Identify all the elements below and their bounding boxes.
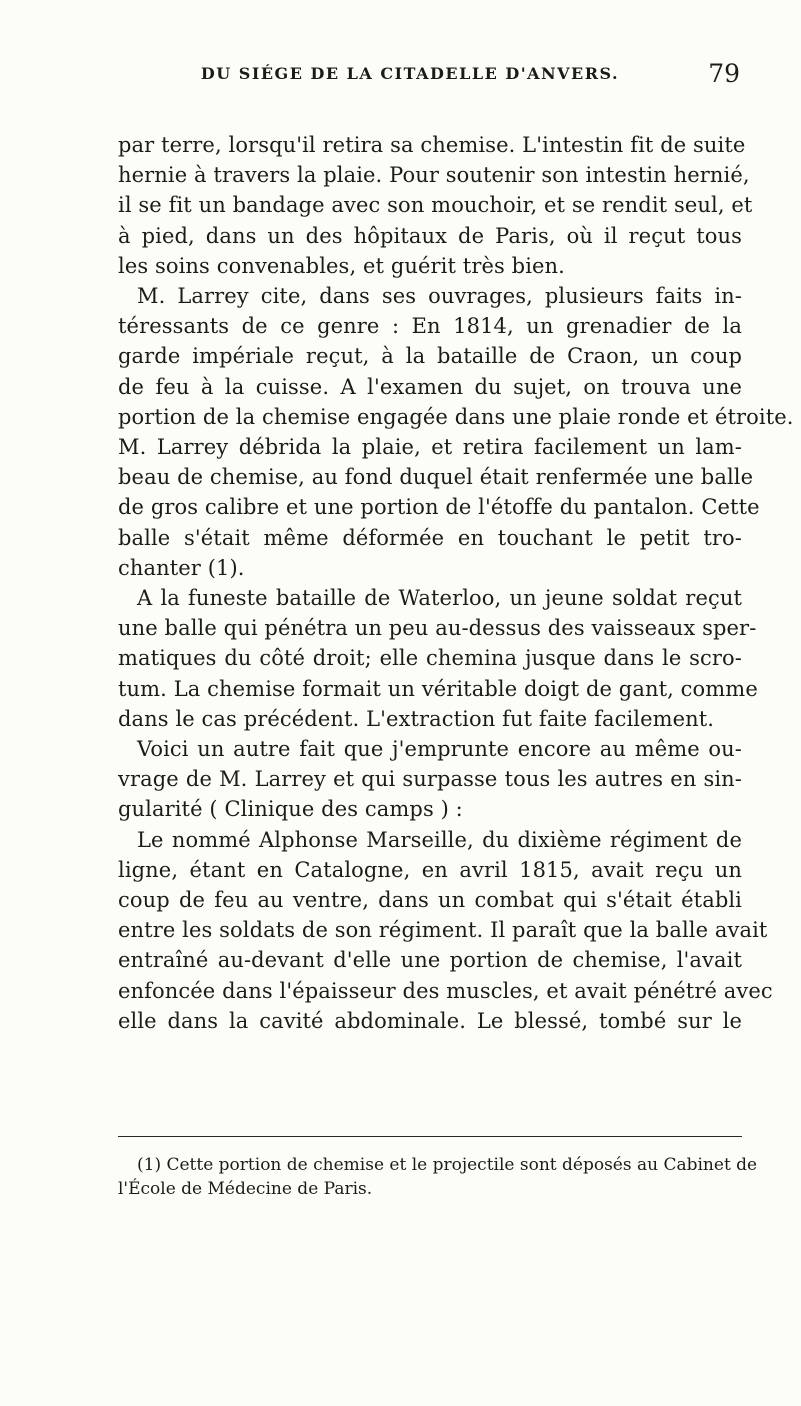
text-line: enfoncée dans l'épaisseur des muscles, et avait pénétré avec (118, 978, 773, 1003)
text-line: coup de feu au ventre, dans un combat qui s'était établi (118, 888, 742, 913)
text-line: à pied, dans un des hôpitaux de Paris, où il reçut tous (118, 223, 742, 248)
text-line: garde impériale reçut, à la bataille de Craon, un coup (118, 344, 742, 369)
text-line: de gros calibre et une portion de l'étoffe du pantalon. Cette (118, 495, 760, 520)
text-line: il se fit un bandage avec son mouchoir, et se rendit seul, et (118, 193, 753, 218)
text-line: vrage de M. Larrey et qui surpasse tous les autres en sin- (118, 767, 742, 792)
text-line: chanter (1). (118, 555, 245, 580)
text-line: Le nommé Alphonse Marseille, du dixième régiment de (137, 827, 742, 852)
text-line: Voici un autre fait que j'emprunte encore au même ou- (137, 737, 742, 762)
running-head: DU SIÉGE DE LA CITADELLE D'ANVERS. (200, 64, 620, 83)
text-line: tum. La chemise formait un véritable doigt de gant, comme (118, 676, 758, 701)
footnote (118, 1153, 758, 1201)
text-line: une balle qui pénétra un peu au-dessus des vaisseaux sper- (118, 616, 757, 641)
text-line: entraîné au-devant d'elle une portion de chemise, l'avait (118, 948, 742, 973)
footnote-line: l'École de Médecine de Paris. (118, 1179, 373, 1199)
text-line: les soins convenables, et guérit très bien. (118, 253, 565, 278)
text-line: entre les soldats de son régiment. Il paraît que la balle avait (118, 918, 768, 943)
page-number: 79 (708, 59, 740, 88)
footnote-line: (1) Cette portion de chemise et le projectile sont déposés au Cabinet de (137, 1155, 758, 1175)
text-line: de feu à la cuisse. A l'examen du sujet, on trouva une (118, 374, 742, 399)
text-line: elle dans la cavité abdominale. Le blessé, tombé sur le (118, 1008, 742, 1033)
text-line: dans le cas précédent. L'extraction fut faite facilement. (118, 706, 715, 731)
text-line: portion de la chemise engagée dans une plaie ronde et étroite. (118, 404, 794, 429)
text-line: gularité ( Clinique des camps ) : (118, 797, 463, 822)
text-line: ligne, étant en Catalogne, en avril 1815, avait reçu un (118, 857, 742, 882)
text-line: M. Larrey débrida la plaie, et retira facilement un lam- (118, 435, 742, 460)
text-line: matiques du côté droit; elle chemina jusque dans le scro- (118, 646, 742, 671)
text-line: beau de chemise, au fond duquel était renfermée une balle (118, 465, 754, 490)
body-text (118, 130, 794, 1036)
text-line: M. Larrey cite, dans ses ouvrages, plusieurs faits in- (137, 284, 742, 309)
text-line: téressants de ce genre : En 1814, un grenadier de la (118, 314, 742, 339)
footnote-rule (118, 1136, 742, 1137)
text-line: balle s'était même déformée en touchant le petit tro- (118, 525, 742, 550)
text-line: hernie à travers la plaie. Pour soutenir son intestin hernié, (118, 163, 750, 188)
text-line: A la funeste bataille de Waterloo, un jeune soldat reçut (137, 586, 742, 611)
text-line: par terre, lorsqu'il retira sa chemise. L'intestin fit de suite (118, 133, 746, 157)
